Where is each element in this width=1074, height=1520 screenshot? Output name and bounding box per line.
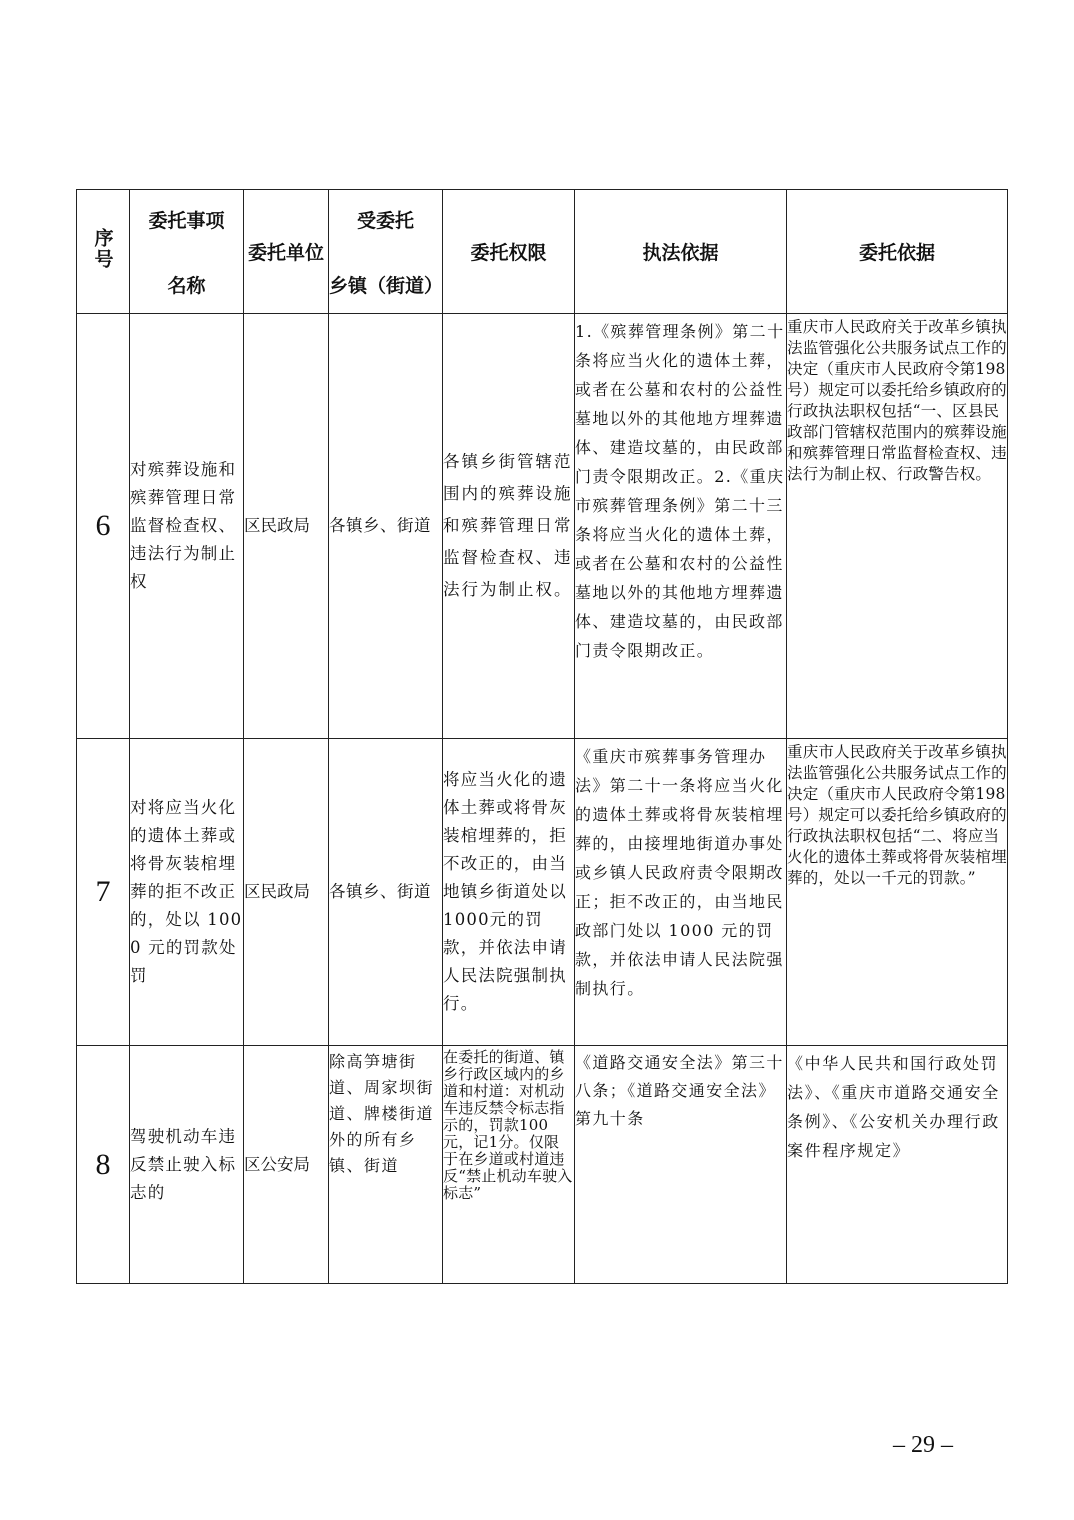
enforcement-basis: 《道路交通安全法》第三十八条；《道路交通安全法》第九十条 — [575, 1046, 787, 1284]
delegated-town: 除高笋塘街道、周家坝街道、牌楼街道外的所有乡镇、街道 — [329, 1046, 443, 1284]
enforcement-basis: 1.《殡葬管理条例》第二十条将应当火化的遗体土葬，或者在公墓和农村的公益性墓地以外的其他地方埋葬遗体、建造坟墓的，由民政部门责令限期改正。2.《重庆市殡葬管理条例》第二十三条将应当火化的遗体土葬，或者在公墓和农村的公益性墓地以外的其他地方埋葬遗体、建造坟墓的，由民政部门责令限期改正。 — [575, 314, 787, 739]
header-item: 委托事项 名称 — [130, 190, 244, 314]
enforcement-basis: 《重庆市殡葬事务管理办法》第二十一条将应当火化的遗体土葬或将骨灰装棺埋葬的，由接埋地街道办事处或乡镇人民政府责令限期改正；拒不改正的，由当地民政部门处以 1000 元的罚款，并依法申请人民法院强制执行。 — [575, 739, 787, 1046]
header-delegation: 委托依据 — [787, 190, 1008, 314]
item-name: 对殡葬设施和殡葬管理日常监督检查权、违法行为制止权 — [130, 314, 244, 739]
header-row — [77, 190, 1008, 314]
delegation-basis: 重庆市人民政府关于改革乡镇执法监管强化公共服务试点工作的决定（重庆市人民政府令第198号）规定可以委托给乡镇政府的行政执法职权包括“二、将应当火化的遗体土葬或将骨灰装棺埋葬的，处以一千元的罚款。” — [787, 739, 1008, 1046]
header-unit: 委托单位 — [244, 190, 329, 314]
delegating-unit: 区公安局 — [244, 1046, 329, 1284]
table-row — [77, 314, 1008, 739]
item-name: 驾驶机动车违反禁止驶入标志的 — [130, 1046, 244, 1284]
page-number: – 29 – — [893, 1432, 953, 1458]
row-number: 7 — [77, 739, 130, 1046]
table-row — [77, 739, 1008, 1046]
row-number: 6 — [77, 314, 130, 739]
header-town: 受委托 乡镇（街道） — [329, 190, 443, 314]
delegation-scope: 在委托的街道、镇乡行政区域内的乡道和村道：对机动车违反禁令标志指示的，罚款100元，记1分。仅限于在乡道或村道违反“禁止机动车驶入标志” — [443, 1046, 575, 1284]
delegation-basis: 重庆市人民政府关于改革乡镇执法监管强化公共服务试点工作的决定（重庆市人民政府令第198号）规定可以委托给乡镇政府的行政执法职权包括“一、区县民政部门管辖权范围内的殡葬设施和殡葬管理日常监督检查权、违法行为制止权、行政警告权。 — [787, 314, 1008, 739]
delegating-unit: 区民政局 — [244, 314, 329, 739]
delegated-town: 各镇乡、街道 — [329, 739, 443, 1046]
delegated-town: 各镇乡、街道 — [329, 314, 443, 739]
header-scope: 委托权限 — [443, 190, 575, 314]
delegating-unit: 区民政局 — [244, 739, 329, 1046]
header-seq: 序号 — [77, 190, 130, 314]
delegation-scope: 各镇乡街管辖范围内的殡葬设施和殡葬管理日常监督检查权、违法行为制止权。 — [443, 314, 575, 739]
table-row — [77, 1046, 1008, 1284]
delegation-basis: 《中华人民共和国行政处罚法》、《重庆市道路交通安全条例》、《公安机关办理行政案件程序规定》 — [787, 1046, 1008, 1284]
delegation-scope: 将应当火化的遗体土葬或将骨灰装棺埋葬的，拒不改正的，由当地镇乡街道处以 1000元的罚款，并依法申请人民法院强制执行。 — [443, 739, 575, 1046]
item-name: 对将应当火化的遗体土葬或将骨灰装棺埋葬的拒不改正的，处以 1000 元的罚款处罚 — [130, 739, 244, 1046]
row-number: 8 — [77, 1046, 130, 1284]
delegation-table — [76, 189, 1008, 1284]
header-basis: 执法依据 — [575, 190, 787, 314]
